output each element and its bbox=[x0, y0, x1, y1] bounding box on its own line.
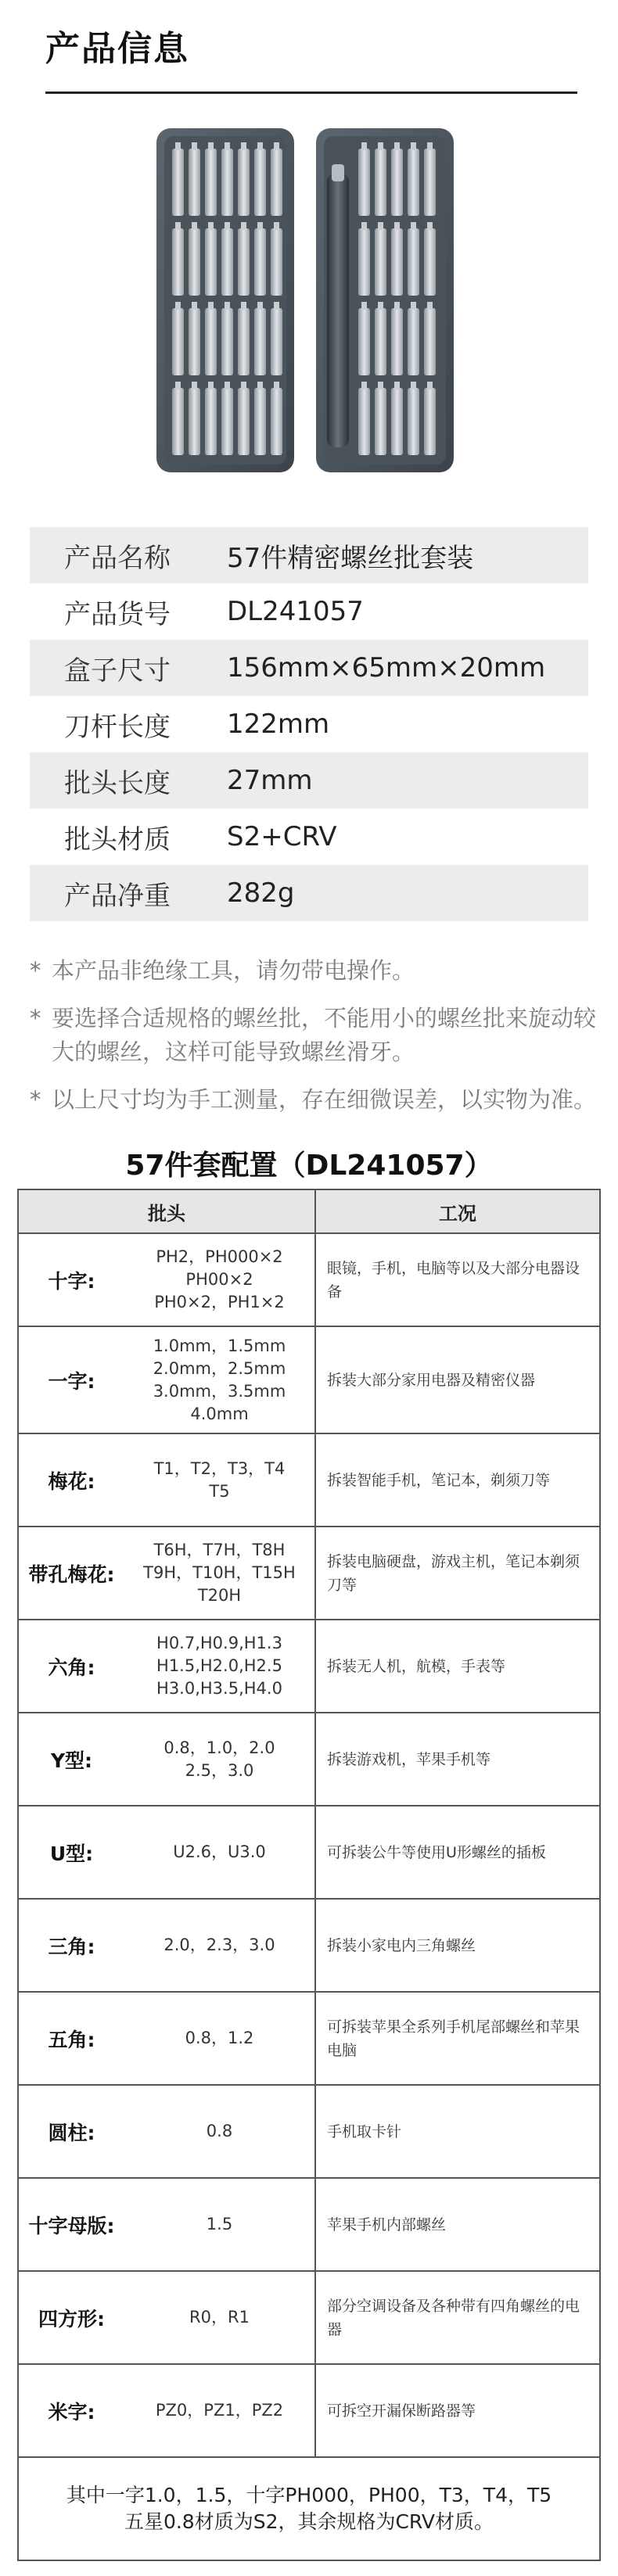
screwdriver-bit-icon bbox=[375, 308, 386, 375]
info-row: 批头材质 S2+CRV bbox=[64, 821, 337, 856]
bit-tip-icon bbox=[361, 222, 367, 230]
screwdriver-bit-icon bbox=[238, 228, 250, 296]
screwdriver-bit-icon bbox=[221, 149, 233, 216]
bit-tip-icon bbox=[394, 222, 400, 230]
screwdriver-bit-icon bbox=[408, 388, 419, 455]
screwdriver-bit-icon bbox=[408, 228, 419, 296]
bit-tip-icon bbox=[411, 222, 416, 230]
screwdriver-bit-icon bbox=[254, 388, 266, 455]
header-divider bbox=[45, 91, 577, 94]
info-row: 批头长度 27mm bbox=[30, 752, 588, 809]
bit-tip-icon bbox=[394, 302, 400, 310]
screwdriver-bit-icon bbox=[408, 308, 419, 375]
screwdriver-bit-icon bbox=[391, 228, 403, 296]
bit-tip-icon bbox=[192, 222, 197, 230]
screwdriver-bit-icon bbox=[172, 388, 184, 455]
screwdriver-bit-icon bbox=[271, 308, 282, 375]
screwdriver-bit-icon bbox=[424, 228, 436, 296]
bit-tip-icon bbox=[225, 382, 230, 389]
screwdriver-bit-icon bbox=[254, 228, 266, 296]
bit-tip-icon bbox=[225, 142, 230, 150]
screwdriver-bit-icon bbox=[375, 388, 386, 455]
table-row: 三角: 2.0，2.3，3.0 拆装小家电内三角螺丝 bbox=[19, 1900, 599, 1993]
info-row: 产品净重 282g bbox=[30, 865, 588, 921]
screwdriver-bit-icon bbox=[238, 388, 250, 455]
screwdriver-bit-icon bbox=[375, 228, 386, 296]
table-row: 十字: PH2，PH000×2 PH00×2 PH0×2，PH1×2 眼镜，手机，电脑等以及大部分电器设备 bbox=[19, 1234, 599, 1327]
table-row: 五角: 0.8，1.2 可拆装苹果全系列手机尾部螺丝和苹果电脑 bbox=[19, 1993, 599, 2086]
screwdriver-bit-icon bbox=[271, 228, 282, 296]
col-bits-header: 批头 bbox=[19, 1190, 316, 1232]
screwdriver-bit-icon bbox=[375, 149, 386, 216]
bit-tip-icon bbox=[274, 142, 279, 150]
screwdriver-bit-icon bbox=[172, 228, 184, 296]
table-row: 米字: PZ0，PZ1，PZ2 可拆空开漏保断路器等 bbox=[19, 2365, 599, 2458]
bit-tip-icon bbox=[411, 142, 416, 150]
screwdriver-bit-icon bbox=[238, 308, 250, 375]
screwdriver-bit-icon bbox=[205, 308, 217, 375]
table-row: 十字母版: 1.5 苹果手机内部螺丝 bbox=[19, 2179, 599, 2272]
screwdriver-bit-icon bbox=[424, 308, 436, 375]
config-header bbox=[19, 1190, 599, 1234]
bit-tip-icon bbox=[378, 382, 383, 389]
bit-tip-icon bbox=[257, 222, 263, 230]
screwdriver-bit-icon bbox=[391, 149, 403, 216]
bit-tip-icon bbox=[192, 382, 197, 389]
screwdriver-bit-icon bbox=[189, 149, 200, 216]
screwdriver-bit-icon bbox=[424, 149, 436, 216]
screwdriver-bit-icon bbox=[408, 149, 419, 216]
screwdriver-bit-icon bbox=[172, 308, 184, 375]
bit-tip-icon bbox=[241, 382, 246, 389]
screwdriver-bit-icon bbox=[254, 308, 266, 375]
table-row: 圆柱: 0.8 手机取卡针 bbox=[19, 2086, 599, 2179]
screwdriver-bit-icon bbox=[358, 308, 370, 375]
bit-tip-icon bbox=[378, 302, 383, 310]
screwdriver-bit-icon bbox=[391, 388, 403, 455]
screwdriver-bit-icon bbox=[205, 149, 217, 216]
note-item: * 以上尺寸均为手工测量，存在细微误差，以实物为准。 bbox=[30, 1086, 597, 1113]
bit-tip-icon bbox=[361, 302, 367, 310]
screwdriver-bit-icon bbox=[358, 388, 370, 455]
note-item: * 本产品非绝缘工具，请勿带电操作。 bbox=[30, 957, 415, 984]
screwdriver-bit-icon bbox=[271, 149, 282, 216]
bit-tip-icon bbox=[274, 382, 279, 389]
bit-tip-icon bbox=[411, 382, 416, 389]
product-photo bbox=[153, 127, 466, 479]
table-row: Y型: 0.8，1.0，2.0 2.5，3.0 拆装游戏机，苹果手机等 bbox=[19, 1713, 599, 1806]
info-row: 产品名称 57件精密螺丝批套装 bbox=[30, 527, 588, 583]
bit-tip-icon bbox=[427, 142, 433, 150]
product-info-table bbox=[30, 527, 588, 921]
screwdriver-bit-icon bbox=[221, 308, 233, 375]
notes-list bbox=[30, 954, 609, 1131]
bit-tip-icon bbox=[192, 302, 197, 310]
bit-tip-icon bbox=[427, 382, 433, 389]
info-row: 刀杆长度 122mm bbox=[64, 709, 330, 743]
bit-tip-icon bbox=[274, 302, 279, 310]
bit-tip-icon bbox=[274, 222, 279, 230]
table-row: 带孔梅花: T6H，T7H，T8H T9H，T10H，T15H T20H 拆装电脑硬盘，游戏主机，笔记本剃须刀等 bbox=[19, 1527, 599, 1620]
bit-tip-icon bbox=[241, 302, 246, 310]
screwdriver-bit-icon bbox=[221, 388, 233, 455]
bit-tip-icon bbox=[208, 142, 214, 150]
bit-tip-icon bbox=[241, 142, 246, 150]
screwdriver-bit-icon bbox=[189, 228, 200, 296]
bit-tip-icon bbox=[192, 142, 197, 150]
screwdriver-bit-icon bbox=[189, 388, 200, 455]
bit-tip-icon bbox=[257, 302, 263, 310]
screwdriver-bit-icon bbox=[221, 228, 233, 296]
table-row: U型: U2.6，U3.0 可拆装公牛等使用U形螺丝的插板 bbox=[19, 1806, 599, 1900]
screwdriver-bit-icon bbox=[271, 388, 282, 455]
bit-tip-icon bbox=[378, 222, 383, 230]
screwdriver-bit-icon bbox=[189, 308, 200, 375]
bit-tip-icon bbox=[411, 302, 416, 310]
screwdriver-bit-icon bbox=[424, 388, 436, 455]
screwdriver-bit-icon bbox=[391, 308, 403, 375]
bit-tip-icon bbox=[394, 142, 400, 150]
bit-tip-icon bbox=[427, 222, 433, 230]
config-title: 57件套配置（DL241057） bbox=[125, 1150, 493, 1182]
config-table bbox=[17, 1189, 601, 2561]
bit-tip-icon bbox=[225, 222, 230, 230]
bit-tip-icon bbox=[175, 382, 181, 389]
table-row: 六角: H0.7,H0.9,H1.3 H1.5,H2.0,H2.5 H3.0,H3.5,H4.0 拆装无人机，航模，手表等 bbox=[19, 1620, 599, 1713]
bit-tip-icon bbox=[241, 222, 246, 230]
bit-tip-icon bbox=[208, 382, 214, 389]
screwdriver-bit-icon bbox=[358, 228, 370, 296]
screwdriver-bit-icon bbox=[205, 388, 217, 455]
bit-tip-icon bbox=[378, 142, 383, 150]
bit-tip-icon bbox=[175, 302, 181, 310]
page-title: 产品信息 bbox=[45, 29, 189, 69]
screwdriver-bit-icon bbox=[358, 149, 370, 216]
bit-tip-icon bbox=[208, 222, 214, 230]
table-row: 四方形: R0，R1 部分空调设备及各种带有四角螺丝的电器 bbox=[19, 2272, 599, 2365]
bit-tip-icon bbox=[208, 302, 214, 310]
bit-tip-icon bbox=[257, 142, 263, 150]
bit-tip-icon bbox=[257, 382, 263, 389]
screwdriver-bit-icon bbox=[254, 149, 266, 216]
table-row: 梅花: T1，T2，T3，T4 T5 拆装智能手机，笔记本，剃须刀等 bbox=[19, 1434, 599, 1527]
info-row: 盒子尺寸 156mm×65mm×20mm bbox=[30, 640, 588, 696]
bit-tip-icon bbox=[394, 382, 400, 389]
section-header bbox=[45, 22, 577, 94]
table-row: 一字: 1.0mm，1.5mm 2.0mm，2.5mm 3.0mm，3.5mm 4.0mm 拆装大部分家用电器及精密仪器 bbox=[19, 1327, 599, 1434]
info-row: 产品货号 DL241057 bbox=[64, 596, 364, 630]
config-footer-note: 其中一字1.0，1.5，十字PH000，PH00，T3，T4，T5 五星0.8材质为S2，其余规格为CRV材质。 bbox=[66, 2484, 552, 2533]
bit-tip-icon bbox=[175, 142, 181, 150]
screwdriver-bit-icon bbox=[238, 149, 250, 216]
bit-tip-icon bbox=[361, 142, 367, 150]
bit-tip-icon bbox=[361, 382, 367, 389]
col-usage-header: 工况 bbox=[439, 1202, 476, 1225]
screwdriver-bit-icon bbox=[172, 149, 184, 216]
bit-tip-icon bbox=[225, 302, 230, 310]
note-item: * 要选择合适规格的螺丝批，不能用小的螺丝批来旋动较大的螺丝，这样可能导致螺丝滑牙。 bbox=[30, 1005, 597, 1065]
bit-tip-icon bbox=[175, 222, 181, 230]
screwdriver-bit-icon bbox=[205, 228, 217, 296]
bit-tip-icon bbox=[427, 302, 433, 310]
